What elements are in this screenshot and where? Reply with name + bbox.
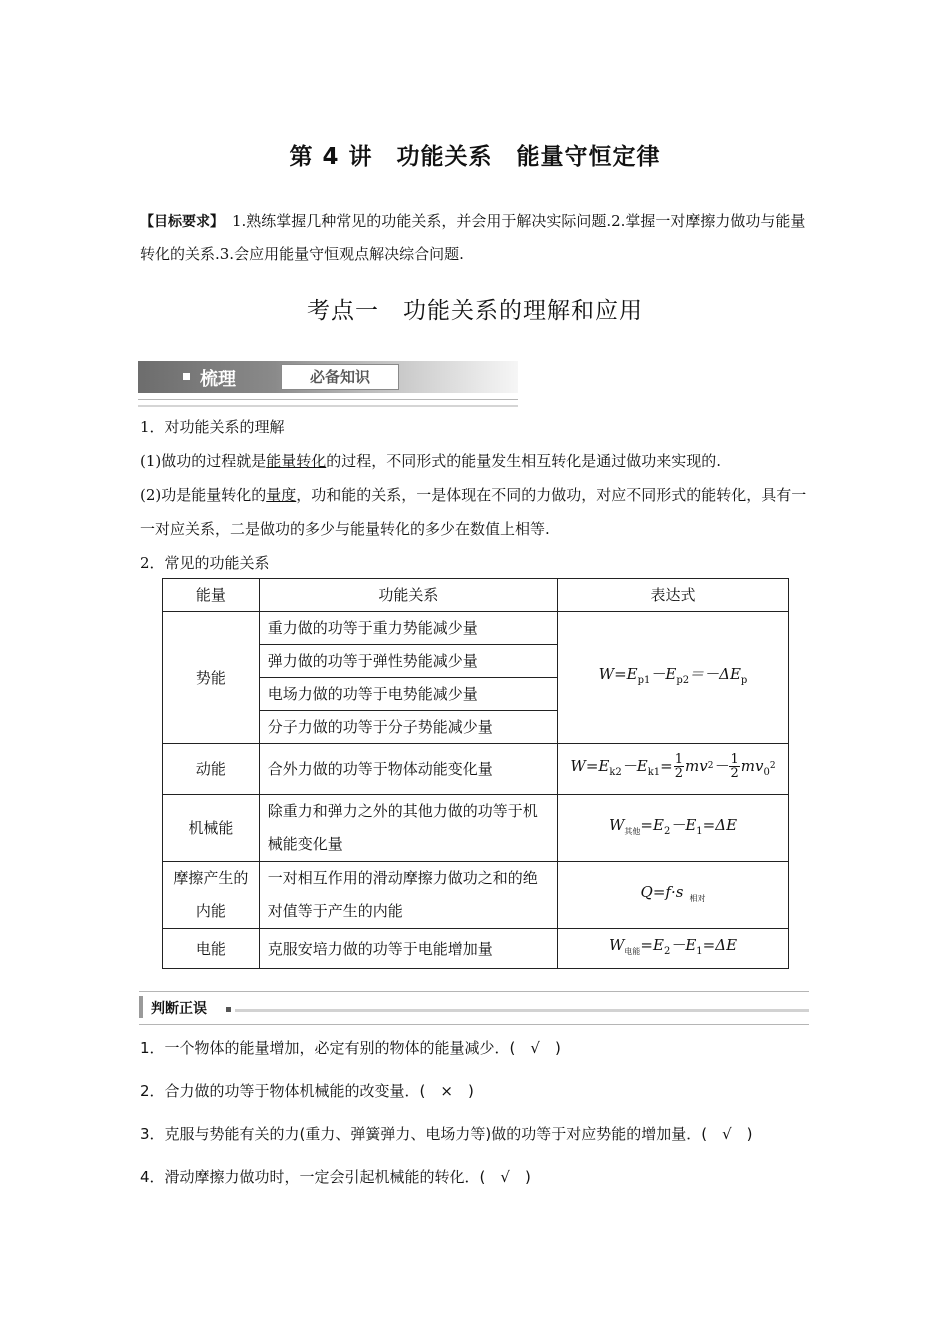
f-sym: = — [640, 936, 653, 954]
f-sub: 电能 — [624, 947, 641, 956]
f-sub: k1 — [647, 766, 661, 778]
f-sup: 2 — [707, 760, 714, 771]
understanding-section — [140, 410, 812, 580]
f-sub: 1 — [696, 946, 703, 957]
relation-electric: 克服安培力做的功等于电能增加量 — [259, 929, 557, 969]
f-sub: 相对 — [689, 893, 706, 903]
f-sym: E — [636, 756, 648, 775]
f-sym: = — [640, 815, 653, 834]
formula-potential — [598, 665, 748, 686]
f-sub: p1 — [637, 675, 651, 686]
f-sym: E — [685, 936, 697, 954]
table-header-row — [163, 579, 789, 612]
table-row — [163, 795, 789, 862]
expression-electric — [558, 929, 789, 969]
expression-kinetic — [558, 744, 789, 795]
energy-kinetic: 动能 — [163, 744, 260, 795]
header-relation: 功能关系 — [259, 579, 557, 612]
goals-text: 1.熟练掌握几种常见的功能关系，并会用于解决实际问题.2.掌握一对摩擦力做功与能量转化的关系.3.会应用能量守恒观点解决综合问题. — [140, 212, 806, 263]
relation-elastic: 弹力做的功等于弹性势能减少量 — [259, 645, 557, 678]
banner-tag: 必备知识 — [281, 364, 399, 390]
relation-gravity: 重力做的功等于重力势能减少量 — [259, 612, 557, 645]
understanding-point-1 — [140, 444, 812, 478]
f-sym: Q — [640, 882, 653, 901]
f-sub: 2 — [663, 946, 671, 957]
list-item: 2．合力做的功等于物体机械能的改变量．( × ) — [140, 1082, 474, 1100]
f-sup: 2 — [769, 760, 776, 771]
f-sym: =Δ — [702, 936, 727, 954]
table-row — [163, 862, 789, 929]
f-sym: E — [726, 815, 738, 834]
f-sym: E — [729, 665, 741, 683]
list-item: 4．滑动摩擦力做功时，一定会引起机械能的转化．( √ ) — [140, 1168, 531, 1186]
formula-internal — [641, 883, 706, 901]
frac-den: 2 — [730, 766, 739, 781]
understanding-heading: 1．对功能关系的理解 — [140, 418, 285, 436]
f-sub: k2 — [609, 766, 622, 778]
f-sym: W — [570, 756, 586, 775]
f-sub: 0 — [763, 766, 770, 778]
list-item: 3．克服与势能有关的力(重力、弹簧弹力、电场力等)做的功等于对应势能的增加量．( √ ) — [140, 1125, 753, 1143]
f-sym: － — [670, 815, 686, 834]
f-sym: E — [726, 936, 738, 954]
p2-underlined: 量度 — [266, 486, 297, 504]
judgment-list — [140, 1030, 812, 1202]
f-sym: f — [665, 882, 671, 901]
p1-underlined: 能量转化 — [266, 452, 327, 470]
section-heading: 考点一 功能关系的理解和应用 — [307, 298, 643, 324]
table-row — [163, 744, 789, 795]
list-item: 1．一个物体的能量增加，必定有别的物体的能量减少．( √ ) — [140, 1039, 561, 1057]
f-sym: mv — [740, 756, 764, 775]
f-sym: E — [598, 756, 610, 775]
f-sym: － — [650, 665, 666, 683]
judge-edge-marker — [139, 996, 143, 1018]
f-sym: mv — [685, 756, 708, 775]
relations-table — [162, 578, 789, 969]
banner-divider — [138, 399, 518, 400]
f-sub: 其他 — [624, 826, 641, 836]
f-sym: = — [585, 756, 599, 775]
judge-label: 判断正误 — [151, 1001, 207, 1017]
f-sym: E — [685, 815, 697, 834]
energy-mechanical: 机械能 — [163, 795, 260, 862]
f-sym: － — [670, 936, 686, 954]
f-sym: － — [713, 756, 729, 775]
relation-internal: 一对相互作用的滑动摩擦力做功之和的绝对值等于产生的内能 — [259, 862, 557, 929]
f-sym: = — [614, 665, 627, 683]
banner-square-icon — [183, 373, 190, 380]
f-sym: ＝－Δ — [689, 665, 730, 683]
judge-banner-inner — [139, 996, 809, 1018]
learning-goals — [140, 205, 812, 270]
p2-text-a: (2)功是能量转化的 — [140, 486, 267, 504]
understanding-point-2 — [140, 478, 812, 546]
expression-internal — [558, 862, 789, 929]
f-sym: E — [665, 665, 677, 683]
f-sub: 2 — [663, 825, 671, 837]
formula-kinetic — [570, 752, 776, 781]
f-sym: W — [608, 815, 625, 834]
formula-electric — [608, 936, 738, 957]
header-energy: 能量 — [163, 579, 260, 612]
frac-den: 2 — [674, 766, 684, 781]
judge-square-icon — [226, 1007, 231, 1012]
f-sym: W — [598, 665, 615, 683]
f-sym: = — [660, 756, 673, 775]
frac-num: 1 — [730, 752, 739, 767]
page-title: 第 4 讲 功能关系 能量守恒定律 — [289, 144, 661, 170]
common-relations-heading: 2．常见的功能关系 — [140, 554, 270, 572]
goals-tag: 【目标要求】 — [140, 214, 224, 230]
f-sub: 1 — [696, 825, 703, 837]
fraction-half — [674, 753, 684, 780]
f-sym: E — [652, 815, 664, 834]
relation-mechanical: 除重力和弹力之外的其他力做的功等于机械能变化量 — [259, 795, 557, 862]
f-sub: p2 — [676, 675, 690, 686]
p1-text-a: (1)做功的过程就是 — [140, 452, 267, 470]
table-row — [163, 929, 789, 969]
relation-electric-field: 电场力做的功等于电势能减少量 — [259, 678, 557, 711]
frac-num: 1 — [674, 752, 684, 767]
f-sym: － — [621, 756, 637, 775]
judge-banner — [139, 991, 809, 1025]
banner-label: 梳理 — [200, 369, 236, 390]
knowledge-banner — [138, 361, 518, 407]
energy-internal: 摩擦产生的内能 — [163, 862, 260, 929]
expression-potential — [558, 612, 789, 744]
f-sym: W — [608, 936, 625, 954]
f-sym: E — [626, 665, 638, 683]
judge-rule — [235, 1009, 809, 1012]
f-sym: = — [652, 882, 666, 901]
formula-mechanical — [608, 815, 738, 837]
f-sym: · — [670, 882, 676, 901]
table-row — [163, 612, 789, 645]
header-expression: 表达式 — [558, 579, 789, 612]
energy-potential: 势能 — [163, 612, 260, 744]
f-sym: s — [675, 882, 684, 901]
banner-divider-secondary — [138, 405, 518, 407]
relation-kinetic: 合外力做的功等于物体动能变化量 — [259, 744, 557, 795]
p1-text-b: 的过程，不同形式的能量发生相互转化是通过做功来实现的. — [326, 452, 722, 470]
relation-molecular: 分子力做的功等于分子势能减少量 — [259, 711, 557, 744]
f-sym: E — [652, 936, 664, 954]
energy-electric: 电能 — [163, 929, 260, 969]
fraction-half — [729, 753, 739, 780]
f-sub: p — [740, 675, 748, 686]
f-sym: =Δ — [702, 815, 727, 834]
expression-mechanical — [558, 795, 789, 862]
p2-text-b: ，功和能的关系，一是体现在不同的力做功，对应不同形式的能转化，具有一一对应关系，二是做功的多少与能量转化的多少在数值上相等. — [140, 486, 807, 538]
